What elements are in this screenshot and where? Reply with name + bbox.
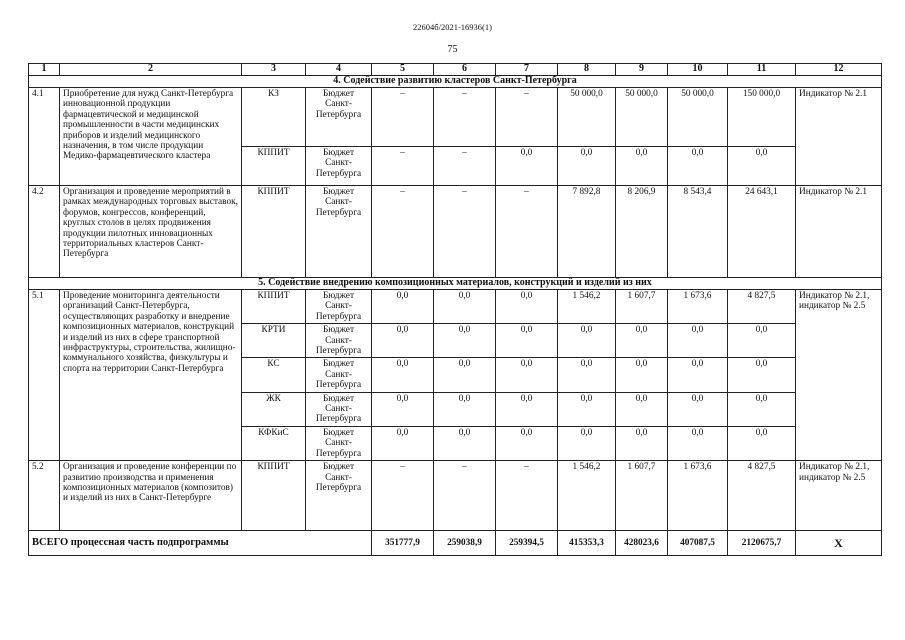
value-cell: – — [372, 461, 434, 531]
value-cell: 8 543,4 — [668, 186, 728, 278]
col-header: 8 — [558, 64, 616, 76]
total-value: 428023,6 — [616, 531, 668, 556]
col-header: 12 — [796, 64, 882, 76]
table-row — [29, 461, 882, 531]
col-header: 10 — [668, 64, 728, 76]
section-title: 4. Содействие развитию кластеров Санкт-Петербурга — [29, 76, 882, 88]
executor: ЖК — [242, 392, 306, 426]
executor: КЗ — [242, 88, 306, 147]
table-row — [29, 186, 882, 278]
value-cell: 0,0 — [728, 324, 796, 358]
indicator: Индикатор № 2.1 — [796, 88, 882, 186]
col-header: 5 — [372, 64, 434, 76]
value-cell: 50 000,0 — [558, 88, 616, 147]
value-cell: 0,0 — [558, 147, 616, 186]
document-number: 22604б/2021-16936(1) — [413, 22, 492, 32]
value-cell: 0,0 — [668, 392, 728, 426]
total-label: ВСЕГО процессная часть подпрограммы — [29, 531, 372, 556]
col-header: 7 — [496, 64, 558, 76]
col-header: 6 — [434, 64, 496, 76]
value-cell: – — [372, 147, 434, 186]
value-cell: 24 643,1 — [728, 186, 796, 278]
value-cell: 0,0 — [668, 426, 728, 460]
col-header: 3 — [242, 64, 306, 76]
value-cell: 0,0 — [434, 290, 496, 324]
value-cell: 0,0 — [372, 290, 434, 324]
section-title: 5. Содействие внедрению композиционных материалов, конструкций и изделий из них — [29, 278, 882, 290]
value-cell: 0,0 — [434, 324, 496, 358]
value-cell: 0,0 — [558, 324, 616, 358]
value-cell: 0,0 — [728, 147, 796, 186]
value-cell: – — [434, 147, 496, 186]
value-cell: 0,0 — [668, 324, 728, 358]
section-row — [29, 278, 882, 290]
executor: КППИТ — [242, 147, 306, 186]
value-cell: 0,0 — [668, 358, 728, 392]
value-cell: 7 892,8 — [558, 186, 616, 278]
total-value: 407087,5 — [668, 531, 728, 556]
table-row — [29, 290, 882, 324]
funding-source: Бюджет Санкт-Петербурга — [306, 426, 372, 460]
row-number: 5.2 — [29, 461, 60, 531]
funding-source: Бюджет Санкт-Петербурга — [306, 358, 372, 392]
value-cell: 0,0 — [372, 358, 434, 392]
activity-name: Организация и проведение конференции по развитию производства и применения композиционных материалов (композитов) и изделий из них в Санкт-Петербурге — [60, 461, 242, 531]
funding-source: Бюджет Санкт-Петербурга — [306, 88, 372, 147]
total-value: 259394,5 — [496, 531, 558, 556]
indicator: Индикатор № 2.1 — [796, 186, 882, 278]
col-header: 9 — [616, 64, 668, 76]
value-cell: 0,0 — [558, 426, 616, 460]
page-number: 75 — [447, 44, 458, 55]
funding-source: Бюджет Санкт-Петербурга — [306, 461, 372, 531]
total-value: 415353,3 — [558, 531, 616, 556]
row-number: 5.1 — [29, 290, 60, 461]
value-cell: 0,0 — [558, 392, 616, 426]
funding-source: Бюджет Санкт-Петербурга — [306, 392, 372, 426]
total-mark: Х — [796, 531, 882, 556]
value-cell: – — [434, 186, 496, 278]
funding-source: Бюджет Санкт-Петербурга — [306, 147, 372, 186]
value-cell: 0,0 — [496, 147, 558, 186]
section-row — [29, 76, 882, 88]
row-number: 4.1 — [29, 88, 60, 186]
executor: КППИТ — [242, 186, 306, 278]
total-value: 2120675,7 — [728, 531, 796, 556]
value-cell: 1 673,6 — [668, 290, 728, 324]
col-header: 2 — [60, 64, 242, 76]
value-cell: 0,0 — [434, 358, 496, 392]
value-cell: 0,0 — [434, 392, 496, 426]
value-cell: – — [434, 88, 496, 147]
header-row — [29, 64, 882, 76]
value-cell: – — [372, 88, 434, 147]
value-cell: 0,0 — [728, 426, 796, 460]
value-cell: 0,0 — [616, 324, 668, 358]
executor: КППИТ — [242, 290, 306, 324]
total-value: 259038,9 — [434, 531, 496, 556]
value-cell: 0,0 — [372, 324, 434, 358]
value-cell: 150 000,0 — [728, 88, 796, 147]
program-table — [28, 63, 882, 556]
total-value: 351777,9 — [372, 531, 434, 556]
activity-name: Проведение мониторинга деятельности организаций Санкт-Петербурга, осуществляющих разработку и внедрение композиционных материалов, конструкций и изделий из них в сфере транспортной инфраструктуры, строительства, жилищно-коммунального хозяйства, физкультуры и спорта на территории Санкт-Петербурга — [60, 290, 242, 461]
value-cell: 0,0 — [372, 392, 434, 426]
value-cell: 0,0 — [616, 426, 668, 460]
activity-name: Приобретение для нужд Санкт-Петербурга инновационной продукции фармацевтической и медицинской промышленности в части медицинских приборов и изделий медицинского назначения, в том числе продукции Медико-фармацевтического кластера — [60, 88, 242, 186]
value-cell: 0,0 — [496, 290, 558, 324]
value-cell: 4 827,5 — [728, 290, 796, 324]
col-header: 1 — [29, 64, 60, 76]
indicator: Индикатор № 2.1, индикатор № 2.5 — [796, 461, 882, 531]
executor: КФКиС — [242, 426, 306, 460]
value-cell: – — [372, 186, 434, 278]
value-cell: – — [434, 461, 496, 531]
value-cell: 0,0 — [616, 358, 668, 392]
col-header: 4 — [306, 64, 372, 76]
value-cell: 8 206,9 — [616, 186, 668, 278]
row-number: 4.2 — [29, 186, 60, 278]
value-cell: – — [496, 461, 558, 531]
value-cell: 0,0 — [616, 147, 668, 186]
value-cell: 50 000,0 — [668, 88, 728, 147]
value-cell: 0,0 — [616, 392, 668, 426]
value-cell: 0,0 — [496, 392, 558, 426]
col-header: 11 — [728, 64, 796, 76]
table-row — [29, 88, 882, 147]
executor: КС — [242, 358, 306, 392]
executor: КППИТ — [242, 461, 306, 531]
value-cell: 0,0 — [558, 358, 616, 392]
total-row — [29, 531, 882, 556]
value-cell: 0,0 — [372, 426, 434, 460]
value-cell: 0,0 — [496, 426, 558, 460]
value-cell: 1 546,2 — [558, 290, 616, 324]
value-cell: 50 000,0 — [616, 88, 668, 147]
funding-source: Бюджет Санкт-Петербурга — [306, 324, 372, 358]
activity-name: Организация и проведение мероприятий в рамках международных торговых выставок, форумов, конгрессов, конференций, круглых столов в целях продвижения продукции пилотных инновационных территориальных кластеров Санкт-Петербурга — [60, 186, 242, 278]
value-cell: 1 607,7 — [616, 461, 668, 531]
value-cell: 0,0 — [728, 358, 796, 392]
value-cell: 0,0 — [728, 392, 796, 426]
value-cell: 1 546,2 — [558, 461, 616, 531]
value-cell: – — [496, 186, 558, 278]
value-cell: 1 673,6 — [668, 461, 728, 531]
indicator: Индикатор № 2.1, индикатор № 2.5 — [796, 290, 882, 461]
executor: КРТИ — [242, 324, 306, 358]
value-cell: 1 607,7 — [616, 290, 668, 324]
funding-source: Бюджет Санкт-Петербурга — [306, 290, 372, 324]
value-cell: 0,0 — [434, 426, 496, 460]
value-cell: 0,0 — [496, 324, 558, 358]
value-cell: 4 827,5 — [728, 461, 796, 531]
value-cell: 0,0 — [496, 358, 558, 392]
value-cell: 0,0 — [668, 147, 728, 186]
funding-source: Бюджет Санкт-Петербурга — [306, 186, 372, 278]
value-cell: – — [496, 88, 558, 147]
